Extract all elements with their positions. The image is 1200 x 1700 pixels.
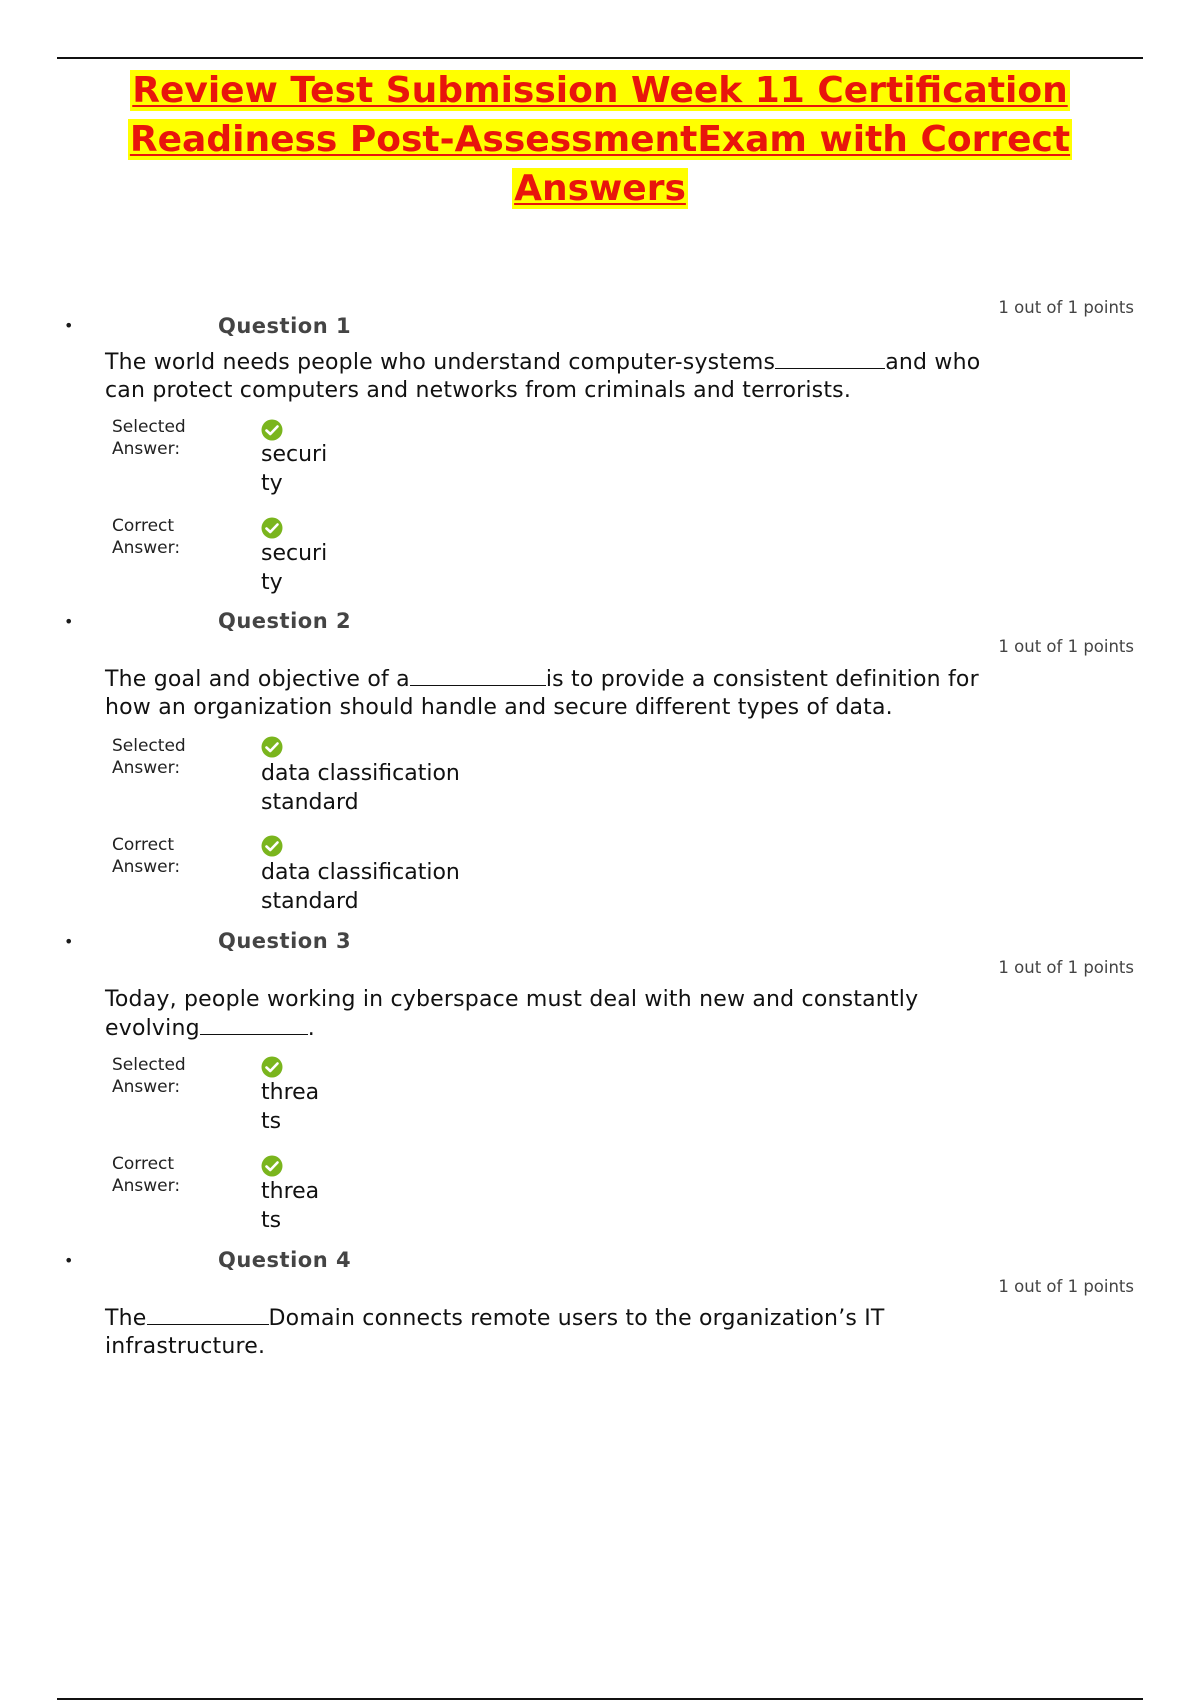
question-text: The Domain connects remote users to the organization’s IT infrastructure. bbox=[105, 1306, 885, 1359]
points-label: 1 out of 1 points bbox=[998, 958, 1134, 977]
selected-answer: data classification standard bbox=[261, 761, 460, 815]
correct-answer-label: Correct Answer: bbox=[112, 835, 181, 877]
correct-answer-label: Correct Answer: bbox=[112, 1154, 181, 1196]
check-circle-icon bbox=[261, 1056, 283, 1078]
title-line-2: Readiness Post-AssessmentExam with Correct bbox=[129, 119, 1071, 160]
check-circle-icon bbox=[261, 835, 283, 857]
correct-answer: securi ty bbox=[261, 541, 328, 595]
bullet: • bbox=[64, 316, 74, 335]
selected-answer: securi ty bbox=[261, 442, 328, 496]
correct-answer: threa ts bbox=[261, 1179, 320, 1233]
selected-answer-label: Selected Answer: bbox=[112, 417, 186, 459]
answer-blank bbox=[200, 1014, 308, 1035]
question-text: The world needs people who understand computer-systems and who can protect computers and networks from criminals and terrorists. bbox=[105, 350, 981, 403]
title-line-3: Answers bbox=[514, 168, 686, 209]
check-circle-icon bbox=[261, 517, 283, 539]
points-label: 1 out of 1 points bbox=[998, 1277, 1134, 1296]
selected-answer-label: Selected Answer: bbox=[112, 1055, 186, 1097]
check-circle-icon bbox=[261, 419, 283, 441]
document-title bbox=[60, 66, 1140, 213]
title-line-1: Review Test Submission Week 11 Certification bbox=[132, 70, 1068, 111]
correct-answer: data classification standard bbox=[261, 860, 460, 914]
question-text: The goal and objective of a is to provide a consistent definition for how an organization should handle and secure different types of data. bbox=[105, 667, 979, 720]
check-circle-icon bbox=[261, 736, 283, 758]
question-title: Question 2 bbox=[218, 609, 352, 633]
points-label: 1 out of 1 points bbox=[998, 637, 1134, 656]
selected-answer-label: Selected Answer: bbox=[112, 736, 186, 778]
bullet: • bbox=[64, 932, 74, 951]
correct-answer-label: Correct Answer: bbox=[112, 516, 181, 558]
bullet: • bbox=[64, 1251, 74, 1270]
question-title: Question 4 bbox=[218, 1248, 352, 1272]
question-title: Question 1 bbox=[218, 314, 352, 338]
answer-blank bbox=[410, 665, 546, 686]
bullet: • bbox=[64, 612, 74, 631]
answer-blank bbox=[775, 348, 885, 369]
check-circle-icon bbox=[261, 1155, 283, 1177]
question-text: Today, people working in cyberspace must deal with new and constantly evolving . bbox=[105, 987, 919, 1041]
selected-answer: threa ts bbox=[261, 1080, 320, 1134]
points-label: 1 out of 1 points bbox=[998, 298, 1134, 317]
answer-blank bbox=[147, 1304, 269, 1325]
top-rule bbox=[57, 57, 1143, 59]
question-title: Question 3 bbox=[218, 929, 352, 953]
